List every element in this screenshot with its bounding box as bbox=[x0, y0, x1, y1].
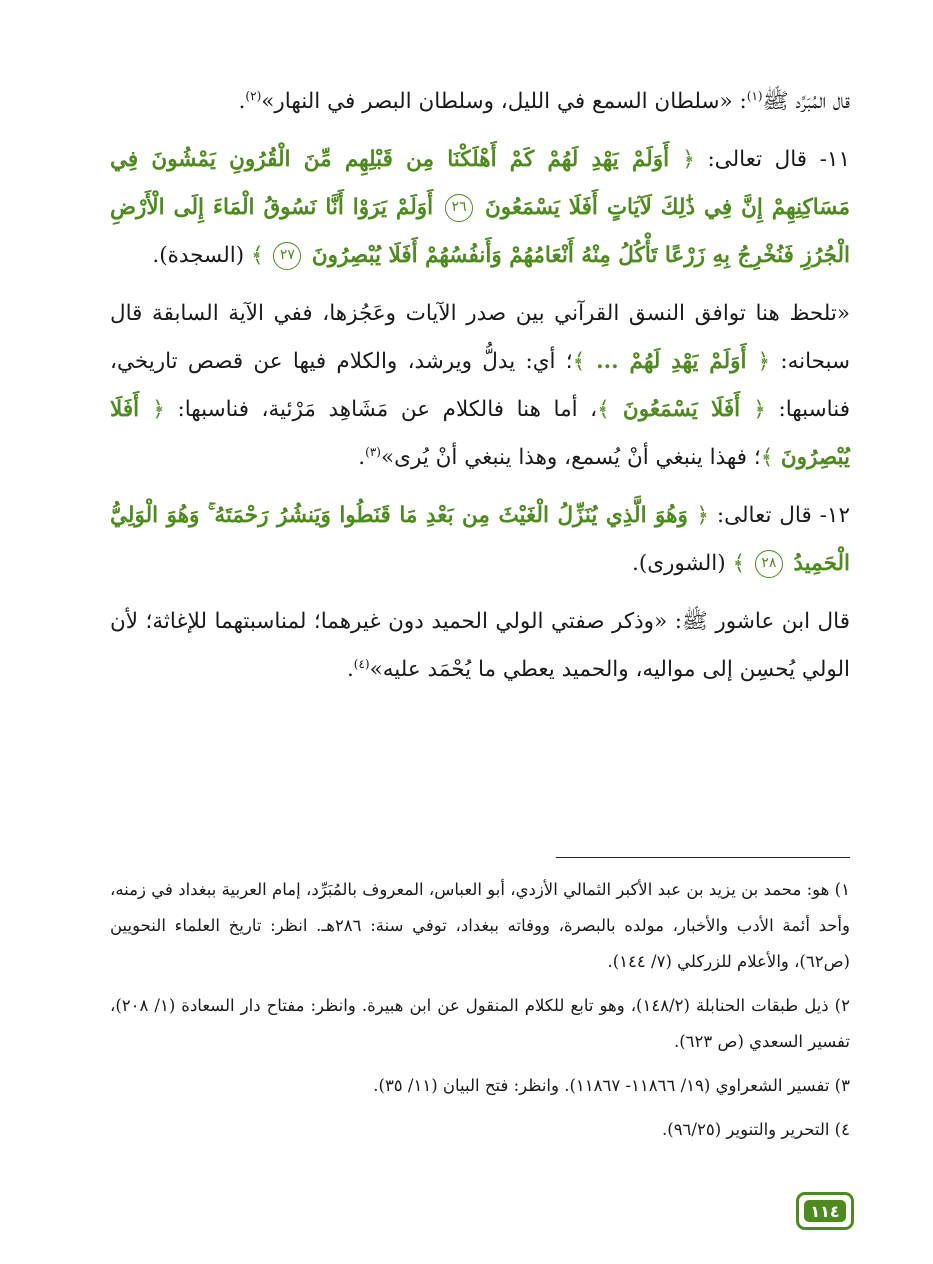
text: . bbox=[358, 445, 366, 470]
main-text bbox=[110, 78, 850, 704]
text: : «سلطان السمع في الليل، وسلطان البصر في النهار» bbox=[261, 89, 747, 114]
footnotes bbox=[110, 872, 850, 1156]
surah-name: (الشورى). bbox=[632, 551, 733, 576]
ayah-number-marker: ٢٦ bbox=[445, 194, 473, 222]
quran-quote: أَفَلَا يُبْصِرُونَ bbox=[110, 397, 850, 470]
ayah-number-marker: ٢٨ bbox=[755, 550, 783, 578]
ornate-bracket-open: ﴿ bbox=[753, 397, 766, 422]
text: . bbox=[238, 89, 246, 114]
quran-quote: أَفَلَا يَسْمَعُونَ bbox=[609, 397, 754, 422]
surah-name: (السجدة). bbox=[152, 243, 251, 268]
footnote-ref-3[interactable]: (٣) bbox=[365, 444, 381, 459]
ornate-bracket-close: ﴾ bbox=[732, 551, 752, 576]
quran-verse: أَوَلَمْ يَهْدِ لَهُمْ كَمْ أَهْلَكْنَا مِن قَبْلِهِم مِّنَ الْقُرُونِ يَمْشُونَ فِي مَسَاكِنِهِمْ إِنَّ فِي ذَٰلِكَ لَآيَاتٍ أَفَلَا يَسْمَعُونَ bbox=[110, 147, 850, 220]
footnote-1: ١) هو: محمد بن يزيد بن عبد الأكبر الثمالي الأزدي، أبو العباس، المعروف بالمُبَرِّد، إمام العربية ببغداد في زمنه، وأحد أئمة الأدب والأخبار، مولده بالبصرة، ووفاته ببغداد، توفي سنة: ٢٨٦هـ. انظر: تاريخ العلماء النحويين (ص٦٢)، والأعلام للزركلي (٧/ ١٤٤). bbox=[110, 880, 850, 971]
text: ؛ أي: يدلُّ ويرشد، والكلام فيها عن قصص تاريخي، فناسبها: bbox=[110, 349, 850, 422]
footnote-ref-1[interactable]: (١) bbox=[746, 88, 763, 103]
ornate-bracket-open: ﴿ bbox=[152, 397, 165, 422]
page-number-badge bbox=[796, 1192, 854, 1230]
item-number: ١١- قال تعالى: bbox=[694, 147, 850, 172]
ornate-bracket-close: ﴾ bbox=[760, 445, 774, 470]
page-number: ١١٤ bbox=[804, 1200, 846, 1222]
ornate-bracket-close: ﴾ bbox=[250, 243, 271, 268]
text: قال ابن عاشور ﷺ: «وذكر صفتي الولي الحميد دون غيرهما؛ لمناسبتهما للإغاثة؛ لأن الولي يُحسِن إلى مواليه، والحميد يعطي ما يُحْمَد عليه» bbox=[110, 609, 850, 682]
text: ؛ فهذا ينبغي أنْ يُسمع، وهذا ينبغي أنْ يُرى» bbox=[380, 445, 761, 470]
text: ، أما هنا فالكلام عن مَشَاهِد مَرْئية، فناسبها: bbox=[164, 397, 598, 422]
quran-verse: أَوَلَمْ يَرَوْا أَنَّا نَسُوقُ الْمَاءَ إِلَى الْأَرْضِ الْجُرُزِ فَنُخْرِجُ بِهِ زَرْعًا تَأْكُلُ مِنْهُ أَنْعَامُهُمْ وَأَنفُسُهُمْ أَفَلَا يُبْصِرُونَ bbox=[110, 195, 850, 268]
paragraph-ibn-ashur bbox=[110, 598, 850, 694]
text: . bbox=[346, 657, 354, 682]
footnote-divider bbox=[556, 857, 850, 858]
ornate-bracket-open: ﴿ bbox=[696, 503, 709, 528]
ayah-number-marker: ٢٧ bbox=[273, 242, 301, 270]
paragraph-mubarrad bbox=[110, 78, 850, 126]
item-number: ١٢- قال تعالى: bbox=[708, 503, 850, 528]
quran-verse: وَهُوَ الَّذِي يُنَزِّلُ الْغَيْثَ مِن بَعْدِ مَا قَنَطُوا وَيَنشُرُ رَحْمَتَهُ ۚ وَهُوَ الْوَلِيُّ الْحَمِيدُ bbox=[110, 503, 850, 576]
footnote-4: ٤) التحرير والتنوير (٩٦/٢٥). bbox=[662, 1120, 850, 1139]
footnote-ref-2[interactable]: (٢) bbox=[245, 88, 262, 103]
ornate-bracket-close: ﴾ bbox=[597, 397, 610, 422]
footnote-3: ٣) تفسير الشعراوي (١٩/ ١١٨٦٦- ١١٨٦٧). وانظر: فتح البيان (١١/ ٣٥). bbox=[373, 1076, 850, 1095]
paragraph-ayah-12 bbox=[110, 492, 850, 588]
text: «تلحظ هنا توافق النسق القرآني بين صدر الآيات وعَجُزها، ففي الآية السابقة قال سبحانه: bbox=[110, 301, 851, 374]
ornate-bracket-close: ﴾ bbox=[572, 349, 586, 374]
footnote-2: ٢) ذيل طبقات الحنابلة (١٤٨/٢)، وهو تابع للكلام المنقول عن ابن هبيرة. وانظر: مفتاح دار السعادة (١/ ٢٠٨)، تفسير السعدي (ص ٦٢٣). bbox=[110, 996, 850, 1051]
ornate-bracket-open: ﴿ bbox=[682, 147, 695, 172]
paragraph-commentary bbox=[110, 290, 850, 482]
quran-quote: أَوَلَمْ يَهْدِ لَهُمْ ... bbox=[585, 349, 758, 374]
footnote-ref-4[interactable]: (٤) bbox=[353, 656, 370, 671]
text: قال المُبَرِّد ﷺ bbox=[762, 89, 850, 114]
paragraph-ayah-11 bbox=[110, 136, 850, 280]
ornate-bracket-open: ﴿ bbox=[757, 349, 771, 374]
